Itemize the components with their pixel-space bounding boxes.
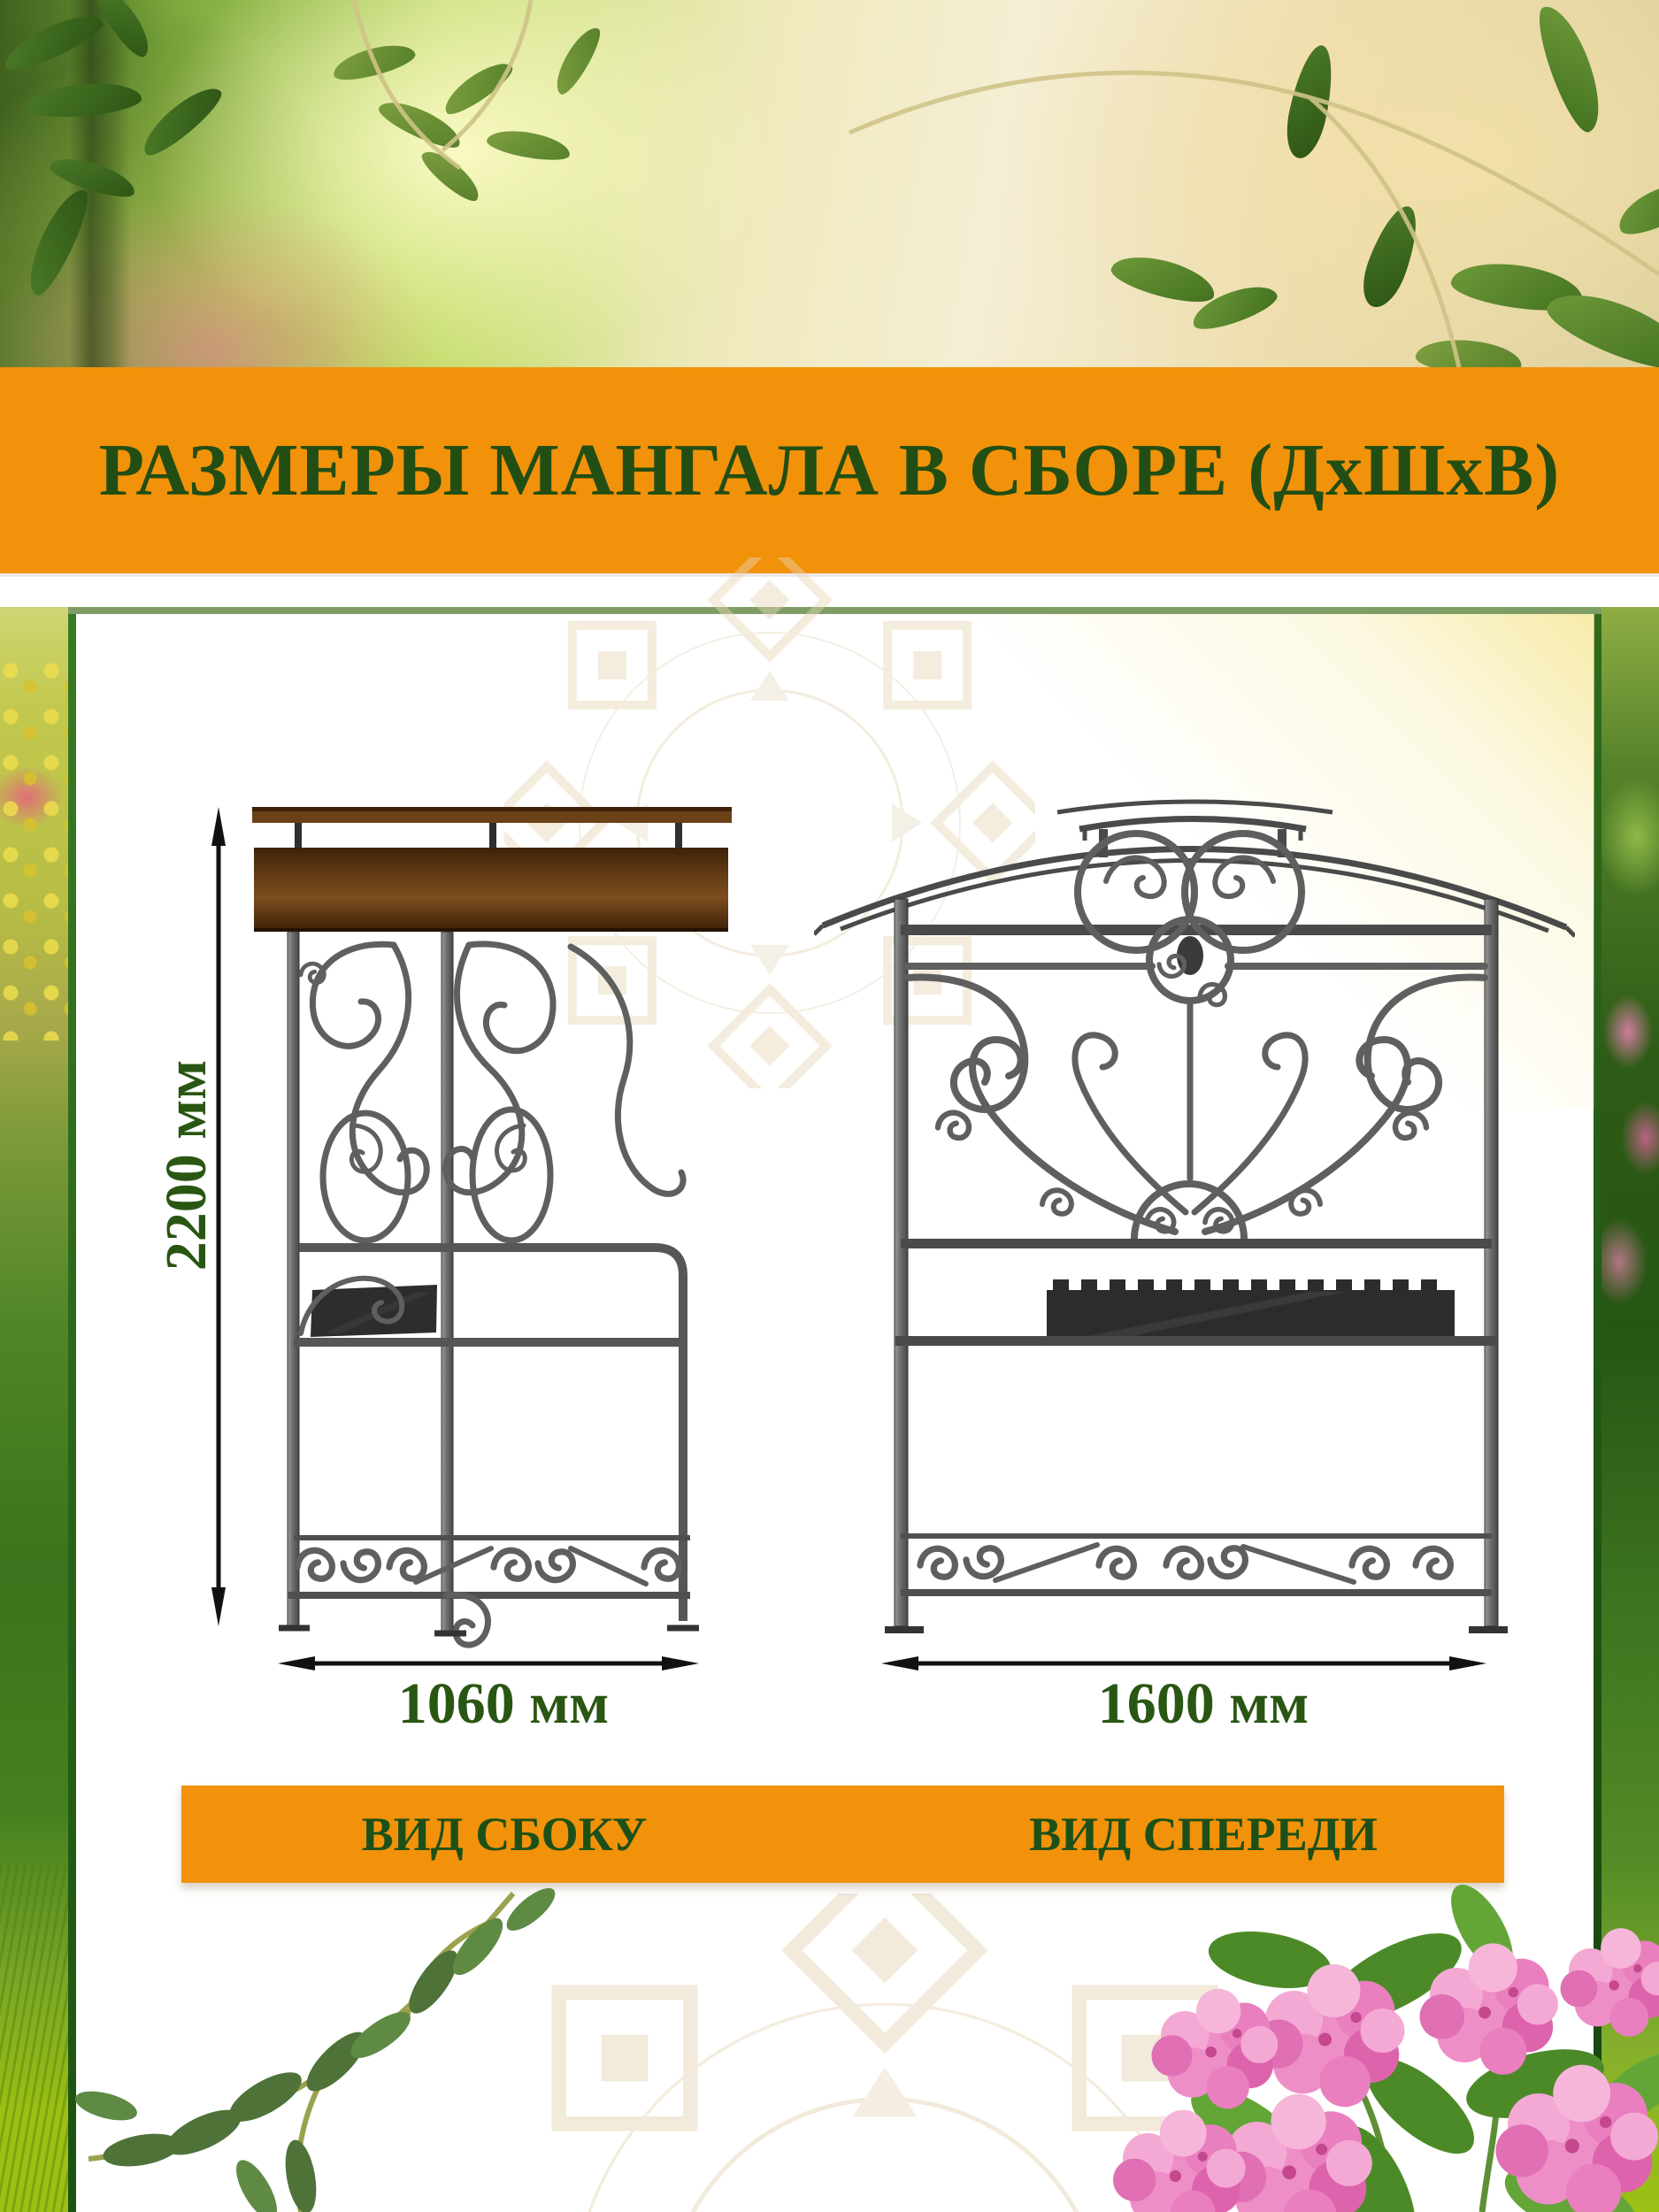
- side-width-dimension-arrow: [278, 1656, 699, 1671]
- page-title: РАЗМЕРЫ МАНГАЛА В СБОРЕ (ДхШхВ): [98, 429, 1561, 511]
- caption-bar: [181, 1786, 1504, 1883]
- front-width-dimension-arrow: [881, 1656, 1486, 1671]
- hydrangea-bottom-right: [1110, 1876, 1659, 2212]
- front-scrollwork-panel: [908, 833, 1485, 1239]
- front-shelf-rail: [895, 1336, 1497, 1346]
- yellow-flowers: [0, 660, 68, 1041]
- title-banner: [0, 367, 1659, 573]
- front-left-post: [895, 899, 908, 1626]
- side-view-caption: ВИД СБОКУ: [361, 1808, 648, 1861]
- side-width-dimension-label: 1060 мм: [397, 1671, 610, 1736]
- left-post: [288, 932, 299, 1626]
- scrollwork-panel: [301, 944, 683, 1240]
- vine-stems: [0, 0, 1659, 372]
- front-view-caption: ВИД СПЕРЕДИ: [1029, 1808, 1378, 1861]
- front-view-drawing: [814, 796, 1575, 1717]
- front-width-dimension-label: 1600 мм: [1097, 1671, 1310, 1736]
- height-dimension-label: 2200 мм: [154, 1059, 219, 1271]
- bottom-frieze: [288, 1538, 690, 1645]
- brazier-box: [1047, 1279, 1455, 1340]
- roof-fascia: [254, 848, 728, 932]
- front-bottom-frieze: [901, 1536, 1492, 1593]
- panel-bottom-rail: [901, 1239, 1492, 1248]
- center-post: [442, 932, 453, 1632]
- front-right-post: [1485, 899, 1498, 1626]
- nature-photo-top: [0, 0, 1659, 372]
- sprig-bottom-left: [35, 1885, 584, 2212]
